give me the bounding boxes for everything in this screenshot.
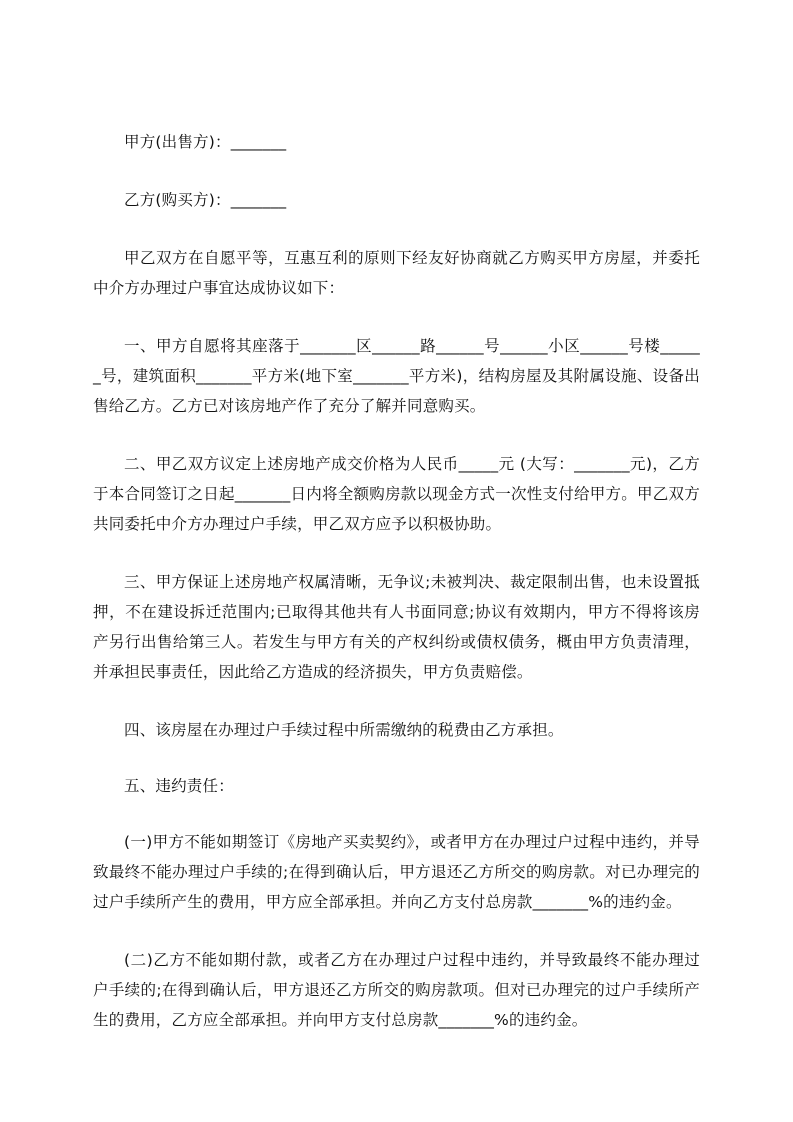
agreement-preamble: 甲乙双方在自愿平等，互惠互利的原则下经友好协商就乙方购买甲方房屋，并委托中介方办理过户事宜达成协议如下： <box>93 249 700 297</box>
clause-5-item-1: (一)甲方不能如期签订《房地产买卖契约》，或者甲方在办理过户过程中违约，并导致最终不能办理过户手续的;在得到确认后，甲方退还乙方所交的购房款。对已办理完的过户手续所产生的费用，甲方应全部承担。并向乙方支付总房款_______%的违约金。 <box>93 833 700 911</box>
clause-5-item-2: (二)乙方不能如期付款，或者乙方在办理过户过程中违约，并导致最终不能办理过户手续的;在得到确认后，甲方退还乙方所交的购房款项。但对已办理完的过户手续所产生的费用，乙方应全部承担。并向甲方支付总房款_______%的违约金。 <box>93 951 700 1029</box>
clause-2-price: 二、甲乙双方议定上述房地产成交价格为人民币_____元 (大写：_______元)，乙方于本合同签订之日起_______日内将全额购房款以现金方式一次性支付给甲方。甲乙双方共同委托中介方办理过户手续，甲乙双方应予以积极协助。 <box>93 455 700 533</box>
clause-5-heading: 五、违约责任： <box>124 777 234 795</box>
document-body <box>93 127 700 1063</box>
buyer-party-line: 乙方(购买方)：_______ <box>124 191 287 209</box>
clause-4-taxes: 四、该房屋在办理过户手续过程中所需缴纳的税费由乙方承担。 <box>124 721 564 739</box>
clause-3-guarantee: 三、甲方保证上述房地产权属清晰，无争议;未被判决、裁定限制出售，也未设置抵押，不在建设拆迁范围内;已取得其他共有人书面同意;协议有效期内，甲方不得将该房产另行出售给第三人。若发生与甲方有关的产权纠纷或债权债务，概由甲方负责清理，并承担民事责任，因此给乙方造成的经济损失，甲方负责赔偿。 <box>93 573 700 681</box>
seller-party-line: 甲方(出售方)：_______ <box>124 133 287 151</box>
clause-1-property: 一、甲方自愿将其座落于_______区______路______号______小区______号楼______号，建筑面积_______平方米(地下室_______平方米)，结构房屋及其附属设施、设备出售给乙方。乙方已对该房地产作了充分了解并同意购买。 <box>93 337 700 415</box>
